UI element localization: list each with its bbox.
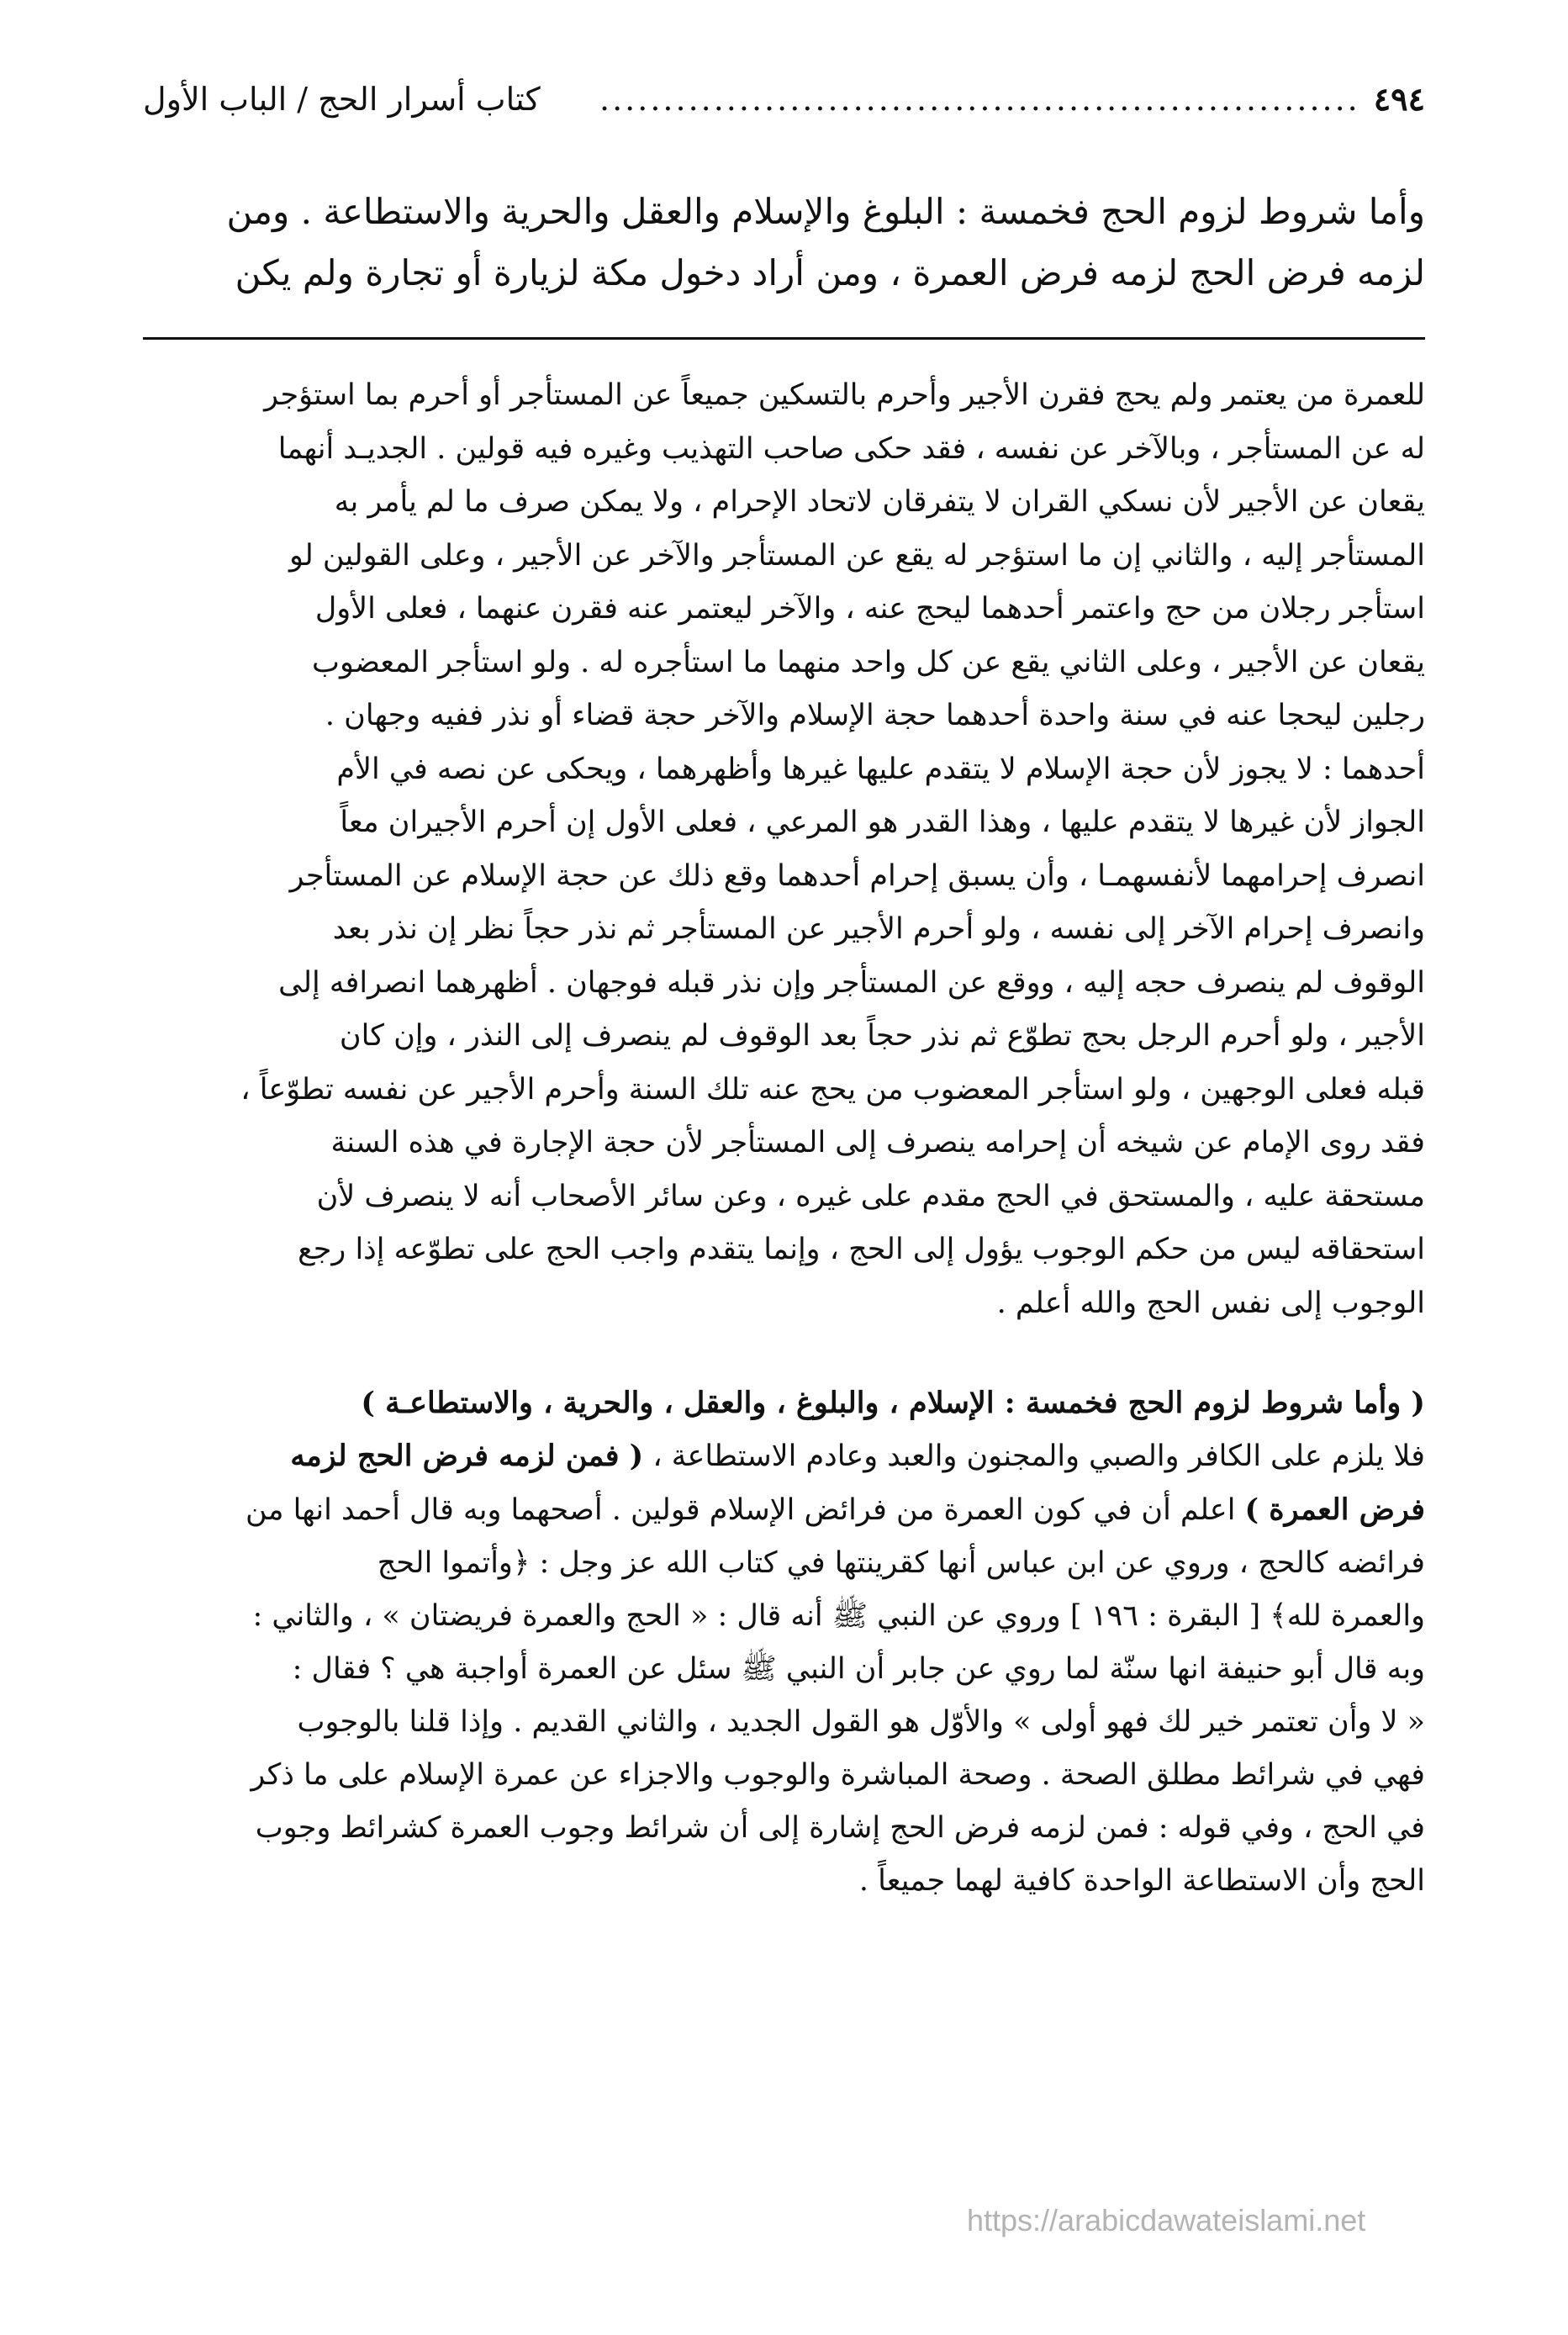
footnote-divider [143,337,1425,340]
commentary-line: فهي في شرائط مطلق الصحة . وصحة المباشرة والوجوب والاجزاء عن عمرة الإسلام على ما ذكر [251,1758,1425,1792]
footnote-line: الوجوب إلى نفس الحج والله أعلم . [996,1286,1425,1320]
footnote-line: استحقاقه ليس من حكم الوجوب يؤول إلى الحج ، وإنما يتقدم واجب الحج على تطوّعه إذا رجع [298,1233,1425,1266]
commentary-line: فرائضه كالحج ، وروي عن ابن عباس أنها كقرينتها في كتاب الله عز وجل : ﴿وأتموا الحج [377,1546,1425,1580]
footnote-line: يقعان عن الأجير ، وعلى الثاني يقع عن كل واحد منهما ما استأجره له . ولو استأجر المعضوب [312,645,1425,679]
running-title: كتاب أسرار الحج / الباب الأول [143,81,541,118]
commentary-line: والعمرة لله﴾ [ البقرة : ١٩٦ ] وروي عن النبي ﷺ أنه قال : « الحج والعمرة فريضتان » ، والثاني : [252,1599,1425,1633]
footnote-block [143,369,1425,1330]
main-text [143,181,1425,304]
footnote-line: الجواز لأن غيرها لا يتقدم عليها ، وهذا القدر هو المرعي ، فعلى الأول إن أحرم الأجيران معاً [340,806,1425,839]
commentary-plain-text: فلا يلزم على الكافر والصبي والمجنون والعبد وعادم الاستطاعة ، [643,1440,1425,1473]
footnote-line: وانصرف إحرام الآخر إلى نفسه ، ولو أحرم الأجير عن المستأجر ثم نذر حجاً نظر إن نذر بعد [332,912,1425,946]
commentary-line: الحج وأن الاستطاعة الواحدة كافية لهما جميعاً . [858,1864,1425,1898]
footnote-line: مستحقة عليه ، والمستحق في الحج مقدم على غيره ، وعن سائر الأصحاب أنه لا ينصرف لأن [316,1179,1425,1213]
book-page [143,80,1425,1908]
commentary-bold-text: ( فمن لزمه فرض الحج لزمه [290,1439,644,1473]
watermark-url: https://arabicdawateislami.net [967,2203,1366,2237]
footnote-line: استأجر رجلان من حج واعتمر أحدهما ليحج عنه ، والآخر ليعتمر عنه فقرن عنهما ، فعلى الأول [314,592,1425,626]
footnote-line: الأجير ، ولو أحرم الرجل بحج تطوّع ثم نذر حجاً بعد الوقوف لم ينصرف إلى النذر ، وإن كان [339,1019,1425,1053]
footnote-line: قبله فعلى الوجهين ، ولو استأجر المعضوب من يحج عنه تلك السنة وأحرم الأجير عن نفسه تطوّعاً ، [240,1072,1425,1107]
commentary-line [143,1429,1425,1483]
footnote-line: له عن المستأجر ، وبالآخر عن نفسه ، فقد حكى صاحب التهذيب وغيره فيه قولين . الجديـد أنهما [277,431,1425,466]
commentary-bold-text: فرض العمرة ) [1244,1492,1425,1527]
page-number: ٤٩٤ [1373,80,1425,118]
commentary-heading: ( وأما شروط لزوم الحج فخمسة : الإسلام ، والبلوغ ، والعقل ، والحرية ، والاستطاعـة ) [361,1386,1425,1420]
footnote-line: انصرف إحرامهما لأنفسهمـا ، وأن يسبق إحرام أحدهما وقع ذلك عن حجة الإسلام عن المستأجر [289,858,1425,893]
commentary-plain-text: اعلم أن في كون العمرة من فرائض الإسلام قولين . أصحهما وبه قال أحمد انها من [245,1493,1245,1527]
main-text-line: لزمه فرض الحج لزمه فرض العمرة ، ومن أراد دخول مكة لزيارة أو تجارة ولم يكن [235,252,1425,293]
footnote-line: رجلين ليحجا عنه في سنة واحدة أحدهما حجة الإسلام والآخر حجة قضاء أو نذر ففيه وجهان . [325,699,1425,732]
commentary-line: في الحج ، وفي قوله : فمن لزمه فرض الحج إشارة إلى أن شرائط وجوب العمرة كشرائط وجوب [255,1811,1425,1845]
commentary-line: « لا وأن تعتمر خير لك فهو أولى » والأوّل هو القول الجديد ، والثاني القديم . وإذا قلنا بالوجوب [297,1705,1425,1739]
footnote-line: فقد روى الإمام عن شيخه أن إحرامه ينصرف إلى المستأجر لأن حجة الإجارة في هذه السنة [330,1126,1425,1160]
commentary-line: وبه قال أبو حنيفة انها سنّة لما روي عن جابر أن النبي ﷺ سئل عن العمرة أواجبة هي ؟ فقال : [292,1652,1425,1686]
commentary-block [143,1376,1425,1908]
footnote-line: يقعان عن الأجير لأن نسكي القران لا يتفرقان لاتحاد الإحرام ، ولا يمكن صرف ما لم يأمر به [334,485,1425,519]
page-header [143,80,1425,139]
footnote-line: أحدهما : لا يجوز لأن حجة الإسلام لا يتقدم عليها غيرها وأظهرهما ، ويحكى عن نصه في الأم [336,752,1425,786]
footnote-line: الوقوف لم ينصرف حجه إليه ، ووقع عن المستأجر وإن نذر قبله فوجهان . أظهرهما انصرافه إلى [278,965,1425,1000]
footnote-line: المستأجر إليه ، والثاني إن ما استؤجر له يقع عن المستأجر والآخر عن الأجير ، وعلى القولين لو [288,538,1425,573]
main-text-line: وأما شروط لزوم الحج فخمسة : البلوغ والإسلام والعقل والحرية والاستطاعة . ومن [226,191,1425,232]
footnote-line: للعمرة من يعتمر ولم يحج فقرن الأجير وأحرم بالتسكين جميعاً عن المستأجر أو أحرم بما استؤجر [264,378,1425,412]
commentary-line [143,1483,1425,1537]
leader-dots: ............................................................ [599,81,1360,118]
